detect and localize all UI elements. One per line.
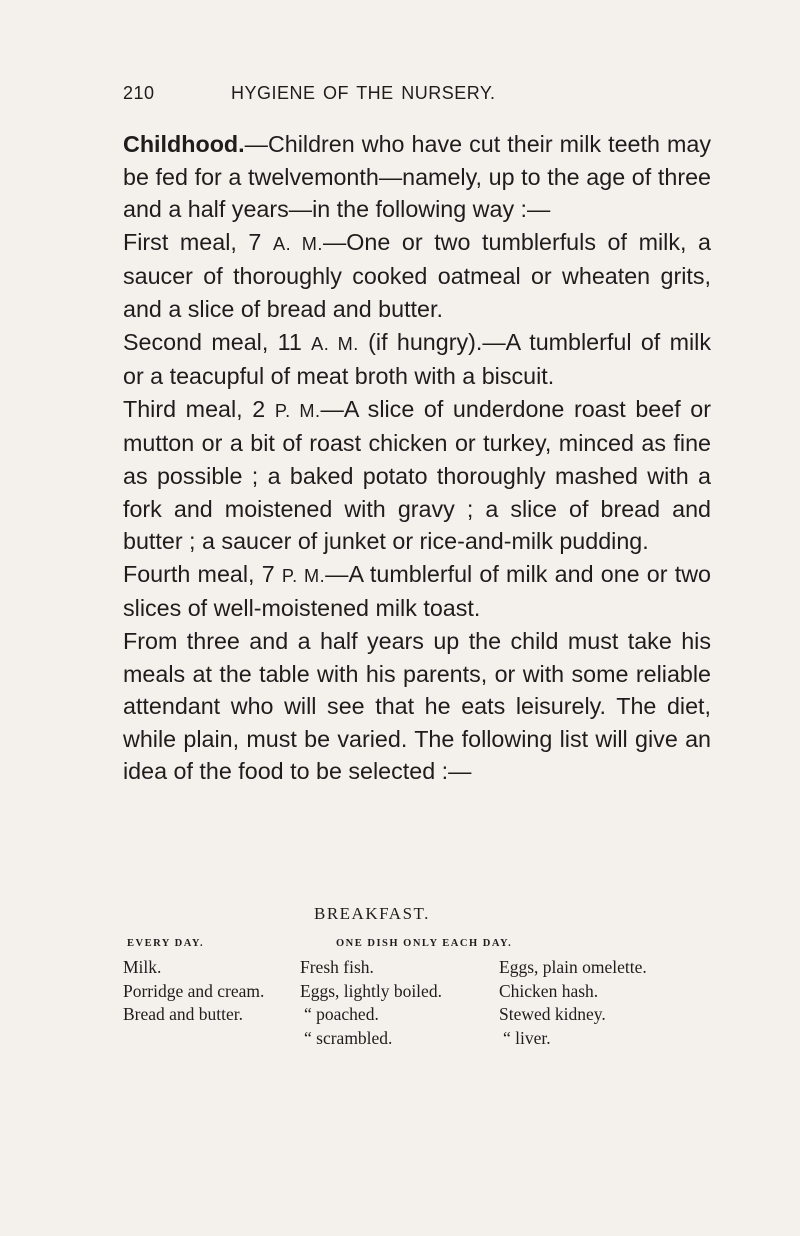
list-item: Stewed kidney.: [499, 1004, 606, 1024]
running-title: HYGIENE OF THE NURSERY.: [231, 83, 496, 103]
column-heading-every-day: EVERY DAY.: [127, 938, 205, 949]
meal-text: —A tumblerful of milk and one or two slices of well-moistened milk toast.: [123, 560, 711, 622]
list-item: “ poached.: [304, 1004, 379, 1024]
column-every-day: [123, 956, 264, 1027]
meal-text: —A slice of underdone roast beef or mutton or a bit of roast chicken or turkey, minced as fine as possible ; a baked potato thoroughly mashed with a fork and moistened with gravy ; a slice of bread and butter ; a saucer of junket or rice-and-milk pudding.: [123, 395, 712, 555]
meal-paragraph-first: [123, 226, 711, 326]
meal-label: Second meal, 11: [123, 328, 312, 355]
intro-text: —Children who have cut their milk teeth may be fed for a twelvemonth—namely, up to the age of three and a half years—in the following way :—: [123, 131, 711, 223]
section-heading: Childhood.: [123, 131, 245, 157]
list-item: Porridge and cream.: [123, 980, 265, 1001]
list-item: Fresh fish.: [300, 957, 374, 977]
intro-paragraph: [123, 128, 711, 226]
page-number: 210: [123, 83, 155, 103]
meal-time: A. M.: [272, 233, 323, 254]
table-title: BREAKFAST.: [314, 904, 430, 923]
column-heading-one-dish: ONE DISH ONLY EACH DAY.: [336, 938, 513, 949]
body-text: [123, 128, 711, 788]
list-item: “ scrambled.: [304, 1027, 393, 1048]
meal-paragraph-fourth: [123, 558, 711, 625]
list-item: Chicken hash.: [499, 980, 599, 1001]
running-header: [123, 83, 683, 113]
meal-label: Third meal, 2: [123, 395, 275, 422]
meal-paragraph-third: [123, 393, 711, 558]
meal-text: (if hungry).—A tumblerful of milk or a teacupful of meat broth with a biscuit.: [123, 328, 711, 390]
meal-time: P. M.: [281, 565, 326, 586]
meal-text: —One or two tumblerfuls of milk, a saucer of thoroughly cooked oatmeal or wheaten grits, and a slice of bread and butter.: [123, 228, 711, 322]
column-one-dish-a: [300, 956, 442, 1050]
list-item: Milk.: [123, 957, 162, 977]
list-item: “ liver.: [503, 1027, 551, 1048]
list-item: Eggs, lightly boiled.: [300, 980, 442, 1001]
meal-label: First meal, 7: [123, 228, 273, 255]
meal-label: Fourth meal, 7: [123, 560, 282, 587]
closing-paragraph: From three and a half years up the child must take his meals at the table with his parents, or with some reliable attendant who will see that he eats leisurely. The diet, while plain, must be varied. The following list will give an idea of the food to be selected :—: [123, 627, 711, 785]
meal-time: P. M.: [274, 400, 321, 421]
column-one-dish-b: [499, 956, 647, 1050]
meal-paragraph-second: [123, 326, 711, 393]
list-item: Bread and butter.: [123, 1004, 244, 1024]
meal-time: A. M.: [311, 333, 359, 354]
list-item: Eggs, plain omelette.: [499, 957, 647, 977]
